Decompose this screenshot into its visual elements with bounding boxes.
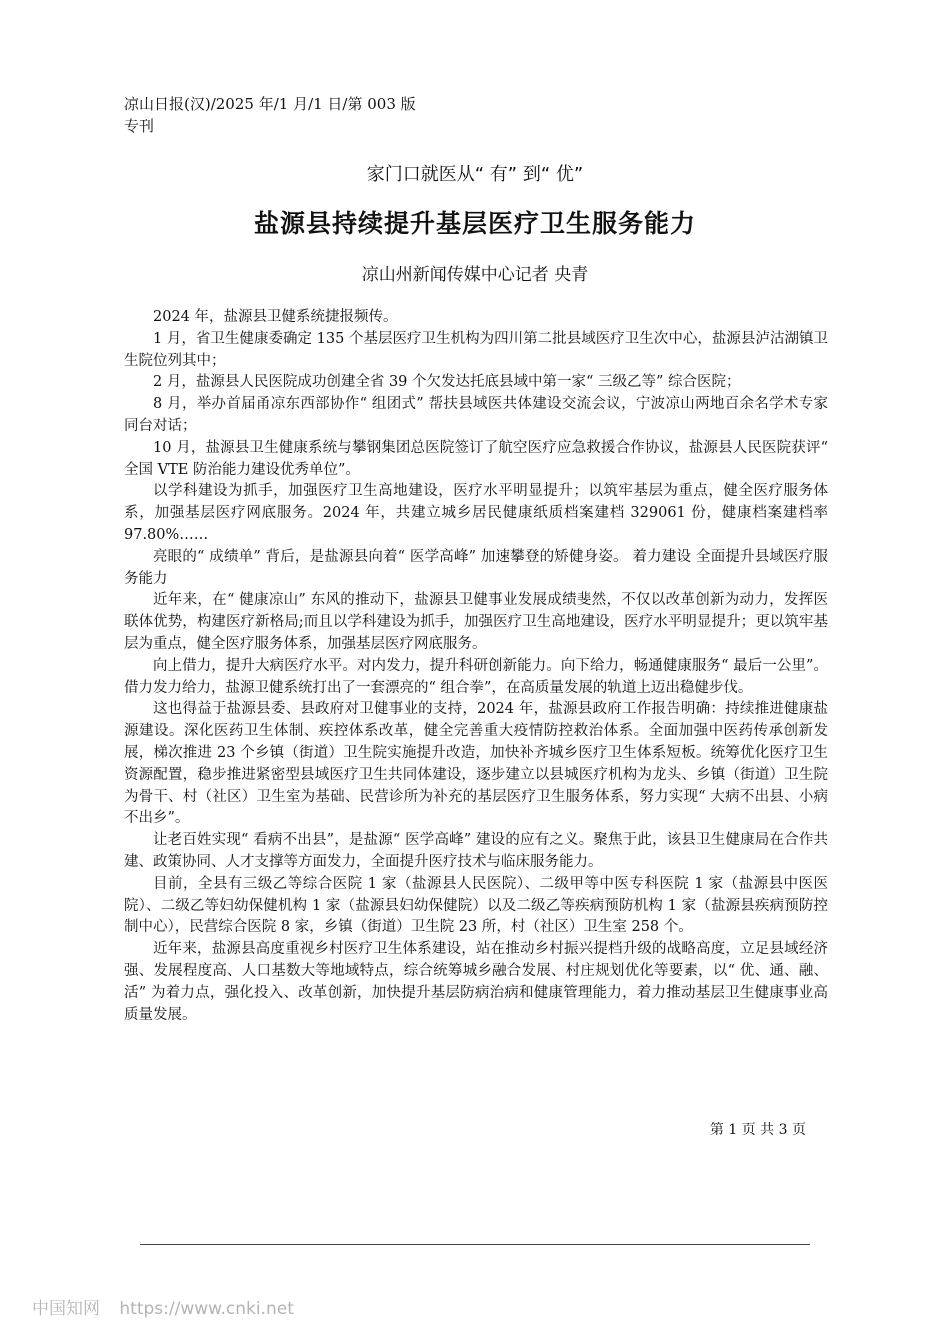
paragraph: 近年来，盐源县高度重视乡村医疗卫生体系建设，站在推动乡村振兴提档升级的战略高度，立足县域经济强、发展程度高、人口基数大等地域特点，综合统筹城乡融合发展、村庄规划优化等要素，以“ 优、通、融、活” 为着力点，强化投入、改革创新，加快提升基层防病治病和健康管理能力，着力推动基层卫生健康事业高质量发展。: [124, 941, 828, 1023]
article-title: 盐源县持续提升基层医疗卫生服务能力: [253, 209, 696, 238]
article-byline: 凉山州新闻传媒中心记者 央青: [361, 265, 589, 285]
article-body: [124, 307, 828, 1026]
paragraph: 近年来，在“ 健康凉山” 东风的推动下，盐源县卫健事业发展成绩斐然，不仅以改革创新为动力，发挥医联体优势，构建医疗新格局;而且以学科建设为抓手，加强医疗卫生高地建设，医疗水平明显提升；更以筑牢基层为重点，健全医疗服务体系，加强基层医疗网底服务。: [124, 592, 828, 652]
footer-watermark: [32, 1294, 308, 1319]
footer-brand: 中国知网: [32, 1299, 100, 1319]
paragraph: 向上借力，提升大病医疗水平。对内发力，提升科研创新能力。向下给力，畅通健康服务“ 最后一公里”。借力发力给力，盐源卫健系统打出了一套漂亮的“ 组合拳”，在高质量发展的轨道上迈出稳健步伐。: [124, 657, 828, 696]
paragraph: 8 月，举办首届甬凉东西部协作“ 组团式” 帮扶县域医共体建设交流会议，宁波凉山两地百余名学术专家同台对话；: [124, 396, 828, 434]
page-number: 第 1 页 共 3 页: [709, 1122, 806, 1138]
footer-divider: [140, 1244, 810, 1245]
paragraph: 亮眼的“ 成绩单” 背后，是盐源县向着“ 医学高峰” 加速攀登的矫健身姿。 着力建设 全面提升县域医疗服务能力: [124, 548, 828, 587]
paragraph: 10 月，盐源县卫生健康系统与攀钢集团总医院签订了航空医疗应急救援合作协议，盐源县人民医院获评“ 全国 VTE 防治能力建设优秀单位”。: [124, 439, 828, 478]
paragraph: 2 月，盐源县人民医院成功创建全省 39 个欠发达托底县域中第一家“ 三级乙等” 综合医院；: [153, 374, 741, 391]
paragraph: 以学科建设为抓手，加强医疗卫生高地建设，医疗水平明显提升；以筑牢基层为重点，健全医疗服务体系，加强基层医疗网底服务。2024 年，共建立城乡居民健康纸质档案建档 329061 份，健康档案建档率 97.80%……: [124, 483, 828, 543]
article-kicker: 家门口就医从“ 有” 到“ 优”: [366, 164, 584, 185]
paragraph: 2024 年，盐源县卫健系统捷报频传。: [153, 309, 398, 325]
paragraph: 让老百姓实现“ 看病不出县”，是盐源“ 医学高峰” 建设的应有之义。聚焦于此，该县卫生健康局在合作共建、政策协同、人才支撑等方面发力，全面提升医疗技术与临床服务能力。: [124, 832, 828, 870]
paragraph: 这也得益于盐源县委、县政府对卫健事业的支持，2024 年，盐源县政府工作报告明确：持续推进健康盐源建设。深化医药卫生体制、疾控体系改革，健全完善重大疫情防控救治体系。全面加强中医药传承创新发展，梯次推进 23 个乡镇（街道）卫生院实施提升改造，加快补齐城乡医疗卫生体系短板。统筹优化医疗卫生资源配置，稳步推进紧密型县域医疗卫生共同体建设，逐步建立以县城医疗机构为龙头、乡镇（街道）卫生院为骨干、村（社区）卫生室为基础、民营诊所为补充的基层医疗卫生服务体系，努力实现“ 大病不出县、小病不出乡”。: [124, 701, 828, 827]
footer-url[interactable]: https://www.cnki.net: [119, 1299, 294, 1319]
paragraph: 1 月，省卫生健康委确定 135 个基层医疗卫生机构为四川第二批县域医疗卫生次中心，盐源县泸沽湖镇卫生院位列其中；: [124, 330, 828, 369]
paragraph: 目前，全县有三级乙等综合医院 1 家（盐源县人民医院）、二级甲等中医专科医院 1 家（盐源县中医医院）、二级乙等妇幼保健机构 1 家（盐源县妇幼保健院）以及二级乙等疾病预防机构 1 家（盐源县疾病预防控制中心），民营综合医院 8 家，乡镇（街道）卫生院 23 所，村（社区）卫生室 258 个。: [124, 875, 828, 936]
source-line: 凉山日报(汉)/2025 年/1 月/1 日/第 003 版专刊: [124, 95, 416, 135]
